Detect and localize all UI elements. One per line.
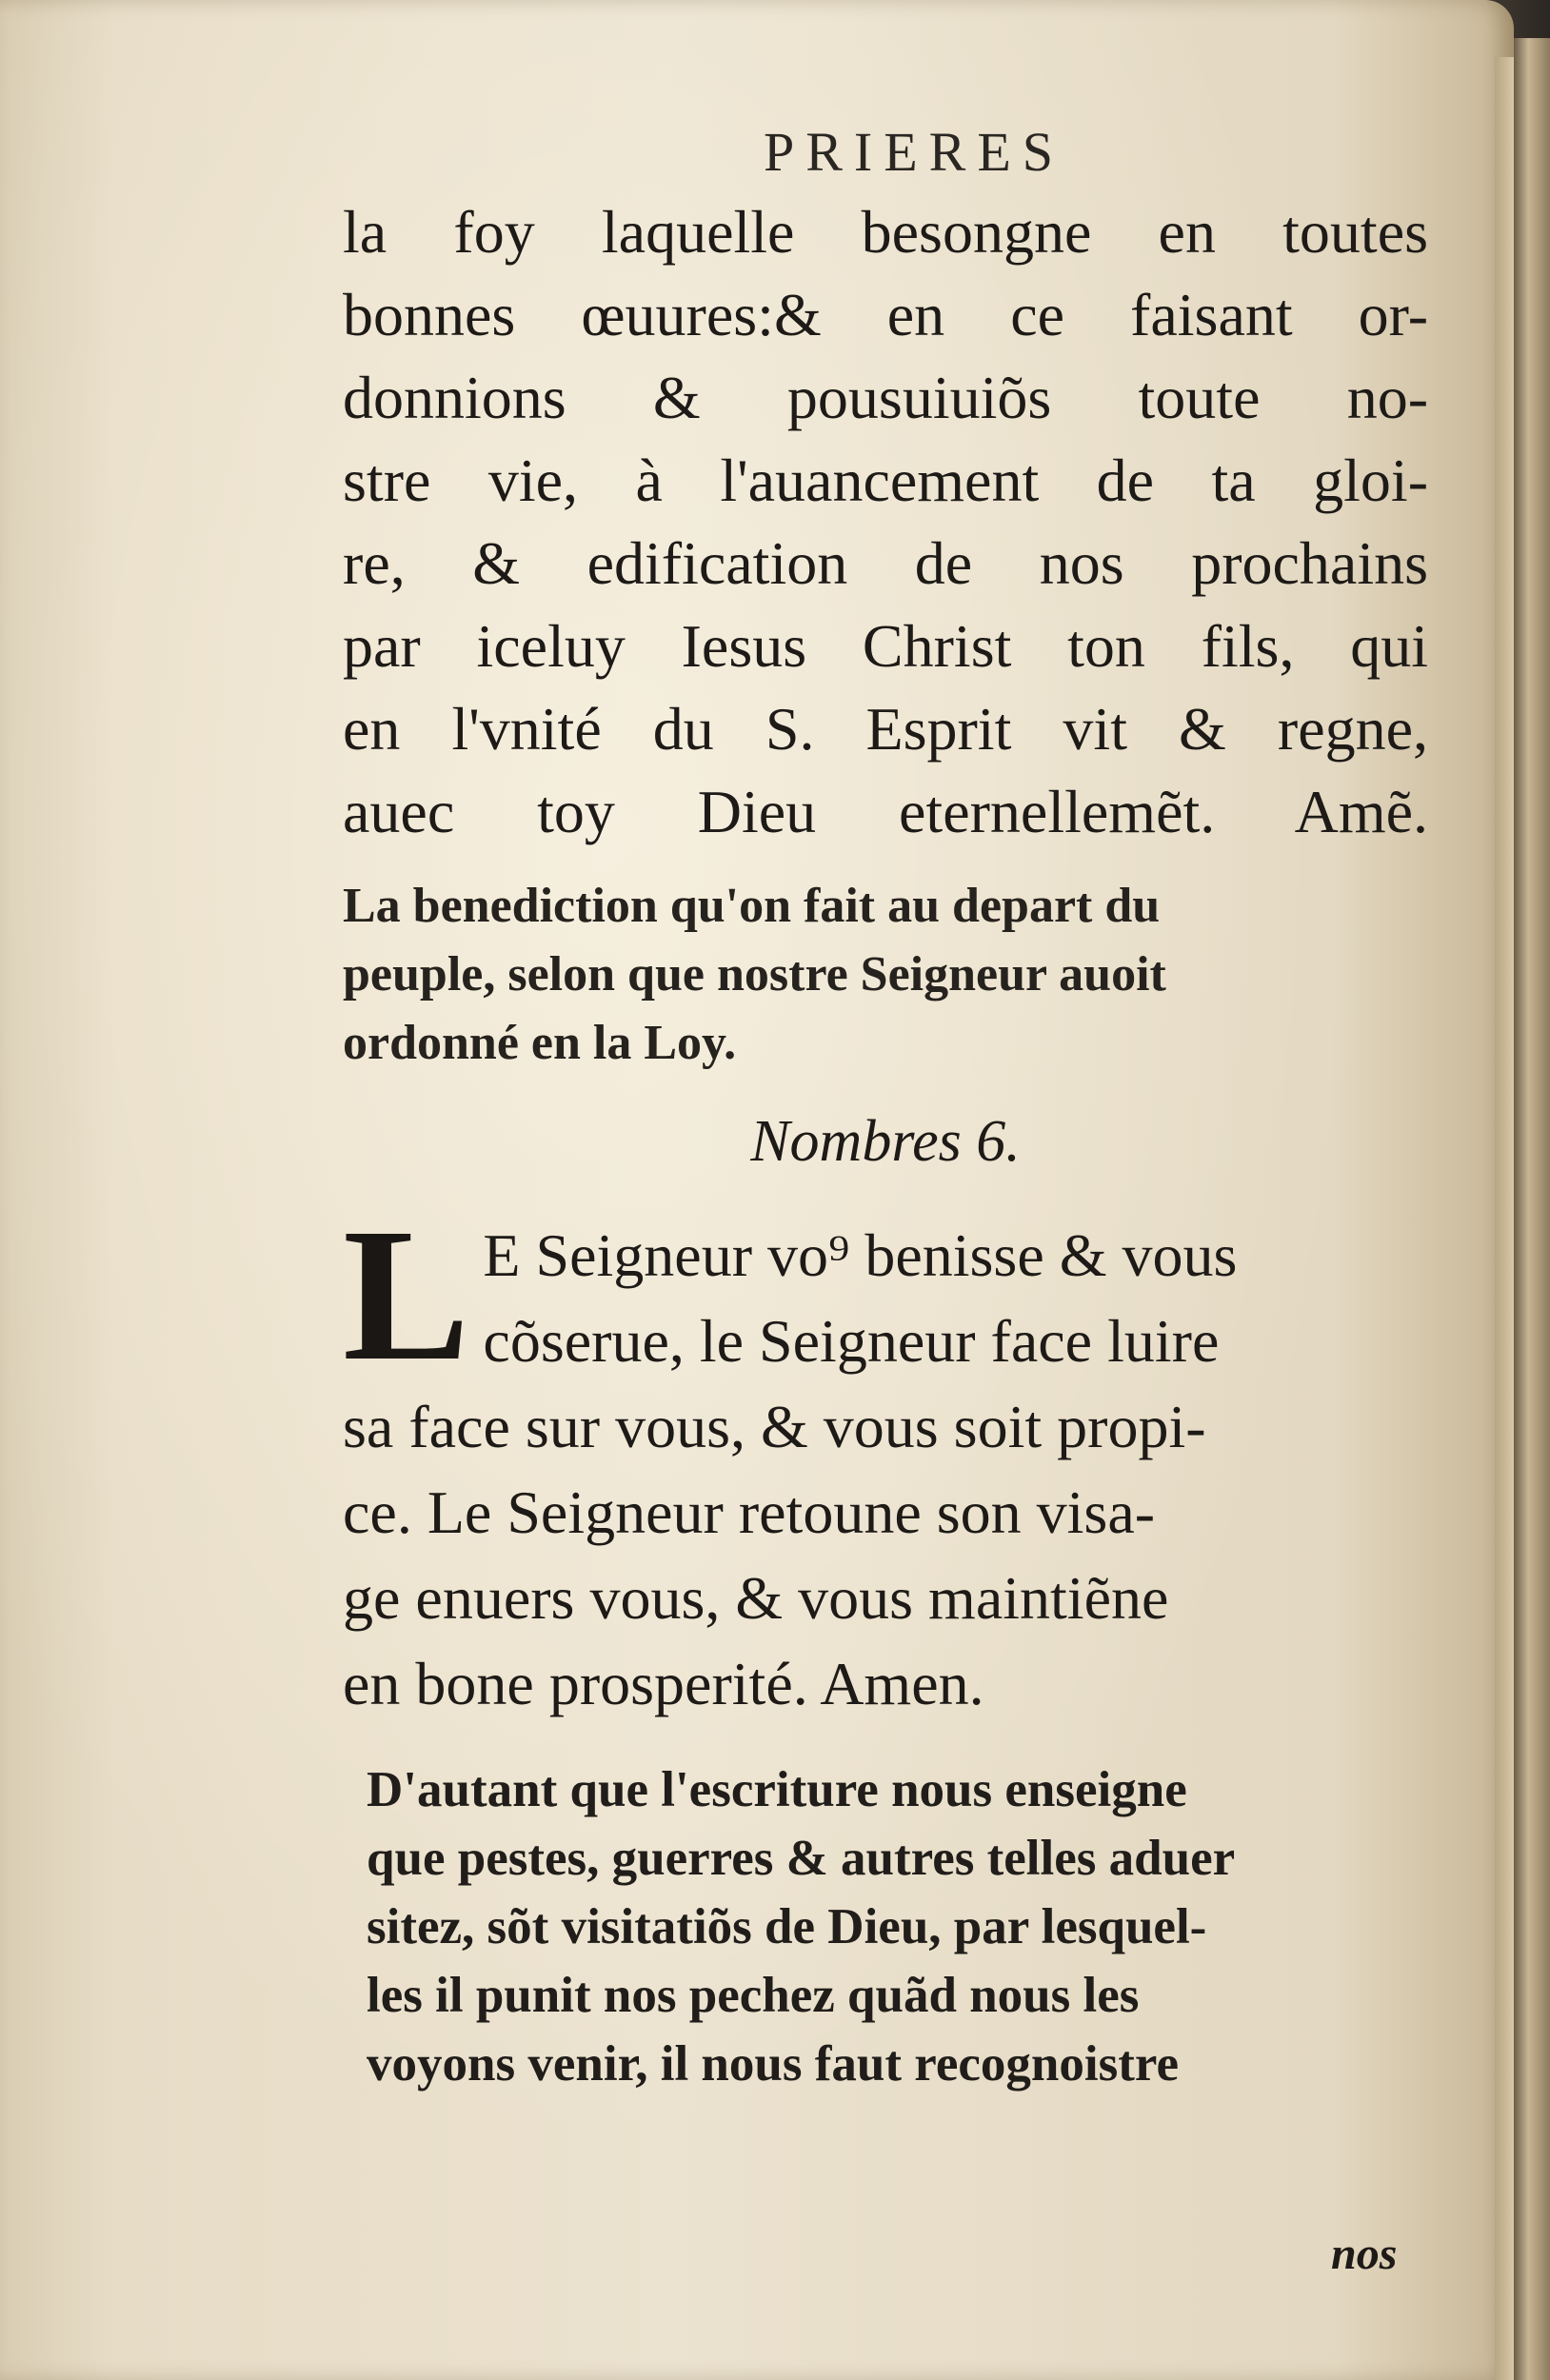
text-line: bonnes œuures:& en ce faisant or- — [343, 281, 1428, 348]
text-line: la foy laquelle besongne en toutes — [343, 198, 1428, 266]
text-line: voyons venir, il nous faut recognoistre — [367, 2036, 1179, 2092]
page-fore-edge — [1495, 57, 1514, 2380]
next-page-edge — [1514, 38, 1550, 2380]
text-line: par iceluy Iesus Christ ton fils, qui — [343, 612, 1428, 680]
running-head: PRIERES — [763, 121, 1065, 183]
prayer-paragraph — [343, 190, 1428, 853]
text-line: ce. Le Seigneur retoune son visa- — [343, 1478, 1156, 1546]
text-line: re, & edification de nos prochains — [343, 529, 1428, 597]
text-line: ge enuers vous, & vous maintiẽne — [343, 1564, 1169, 1632]
text-line: cõserue, le Seigneur face luire — [483, 1307, 1220, 1375]
next-section-paragraph — [367, 1755, 1428, 2098]
text-line: que pestes, guerres & autres telles aduer — [367, 1831, 1236, 1886]
text-line: E Seigneur vo⁹ benisse & vous — [483, 1221, 1238, 1289]
catchword: nos — [1331, 2229, 1398, 2279]
text-line: sa face sur vous, & vous soit propi- — [343, 1393, 1206, 1460]
rubric-line: La benediction qu'on fait au depart du — [343, 879, 1161, 933]
rubric-line: ordonné en la Loy. — [343, 1016, 737, 1070]
text-line: en bone prosperité. Amen. — [343, 1650, 984, 1717]
text-line: auec toy Dieu eternellemẽt. Amẽ. — [343, 778, 1428, 845]
benediction-rubric — [343, 872, 1428, 1078]
text-line: D'autant que l'escriture nous enseigne — [367, 1762, 1187, 1817]
rubric-line: peuple, selon que nostre Seigneur auoit — [343, 947, 1166, 1002]
text-line: sitez, sõt visitatiõs de Dieu, par lesquel- — [367, 1899, 1207, 1954]
text-line: donnions & pousuiuiõs toute no- — [343, 364, 1428, 431]
scripture-reference: Nombres 6. — [750, 1109, 1021, 1174]
text-line: les il punit nos pechez quãd nous les — [367, 1968, 1140, 2023]
text-line: en l'vnité du S. Esprit vit & regne, — [343, 695, 1428, 763]
text-line: stre vie, à l'auancement de ta gloi- — [343, 446, 1428, 514]
text-block — [343, 114, 1428, 2098]
drop-capital: L — [343, 1190, 470, 1400]
blessing-paragraph — [343, 1190, 1428, 1727]
